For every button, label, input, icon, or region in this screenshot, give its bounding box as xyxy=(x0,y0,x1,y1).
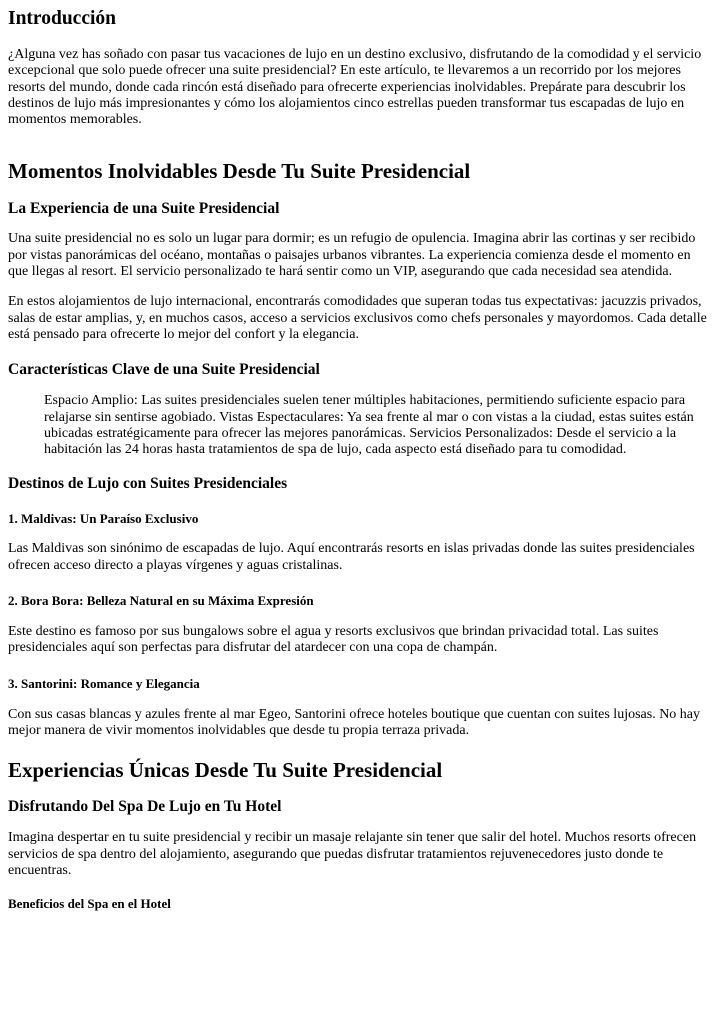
destination-1-text: Las Maldivas son sinónimo de escapadas de lujo. Aquí encontrarás resorts en islas privadas donde las suites presidenciales ofrecen acceso directo a playas vírgenes y aguas cristalinas. xyxy=(8,541,695,573)
intro-paragraph: ¿Alguna vez has soñado con pasar tus vacaciones de lujo en un destino exclusivo, disfrutando de la comodidad y el servicio excepcional que solo puede ofrecer una suite presidencial? En este artículo, te llevaremos a un recorrido por los mejores resorts del mundo, donde cada rincón está diseñado para ofrecerte experiencias inolvidables. Prepárate para descubrir los destinos de lujo más impresionantes y cómo los alojamientos cinco estrellas pueden transformar tus escapadas de lujo en momentos memorables. xyxy=(8,47,702,128)
destination-2-text: Este destino es famoso por sus bungalows sobre el agua y resorts exclusivos que brindan privacidad total. Las suites presidenciales aquí son perfectas para disfrutar del atardecer con una copa de champán. xyxy=(8,624,659,656)
intro-heading: Introducción xyxy=(8,8,116,29)
spa-paragraph: Imagina despertar en tu suite presidencial y recibir un masaje relajante sin tener que salir del hotel. Muchos resorts ofrecen servicios de spa dentro del alojamiento, asegurando que puedas disfrutar tratamientos rejuvenecedores justo donde te encuentras. xyxy=(8,830,697,878)
spa-heading: Disfrutando Del Spa De Lujo en Tu Hotel xyxy=(8,798,282,816)
experience-paragraph-2: En estos alojamientos de lujo internacional, encontrarás comodidades que superan todas tus expectativas: jacuzzis privados, salas de estar amplias, y, en muchos casos, acceso a servicios exclusivos como chefs personales y mayordomos. Cada detalle está pensado para ofrecerte lo mejor del confort y la elegancia. xyxy=(8,294,707,342)
destination-1-title: 1. Maldivas: Un Paraíso Exclusivo xyxy=(8,511,199,527)
experience-paragraph-1: Una suite presidencial no es solo un lugar para dormir; es un refugio de opulencia. Imagina abrir las cortinas y ser recibido por vistas panorámicas del océano, montañas o paisajes urbanos vibrantes. La experiencia comienza desde el momento en que llegas al resort. El servicio personalizado te hará sentir como un VIP, asegurando que cada necesidad sea atendida. xyxy=(8,231,696,280)
features-text: Espacio Amplio: Las suites presidenciales suelen tener múltiples habitaciones, permitiendo suficiente espacio para relajarse sin sentirse agobiado. Vistas Espectaculares: Ya sea frente al mar o con vistas a la ciudad, estas suites están ubicadas estratégicamente para ofrecer las mejores panorámicas. Servicios Personalizados: Desde el servicio a la habitación las 24 horas hasta tratamientos de spa de lujo, cada aspecto está diseñado para tu comodidad. xyxy=(44,393,694,458)
section2-heading: Experiencias Únicas Desde Tu Suite Presidencial xyxy=(8,758,443,783)
destinations-heading: Destinos de Lujo con Suites Presidenciales xyxy=(8,475,288,493)
destination-3-title: 3. Santorini: Romance y Elegancia xyxy=(8,675,200,691)
destination-2-title: 2. Bora Bora: Belleza Natural en su Máxima Expresión xyxy=(8,593,314,609)
article xyxy=(0,7,720,912)
destination-3-text: Con sus casas blancas y azules frente al mar Egeo, Santorini ofrece hoteles boutique que cuentan con suites lujosas. No hay mejor manera de vivir momentos inolvidables que desde tu propia terraza privada. xyxy=(8,706,701,738)
experience-heading: La Experiencia de una Suite Presidencial xyxy=(8,200,280,218)
features-heading: Características Clave de una Suite Presidencial xyxy=(8,361,320,379)
section1-heading: Momentos Inolvidables Desde Tu Suite Presidencial xyxy=(8,159,471,184)
spa-benefits-heading: Beneficios del Spa en el Hotel xyxy=(8,896,171,912)
